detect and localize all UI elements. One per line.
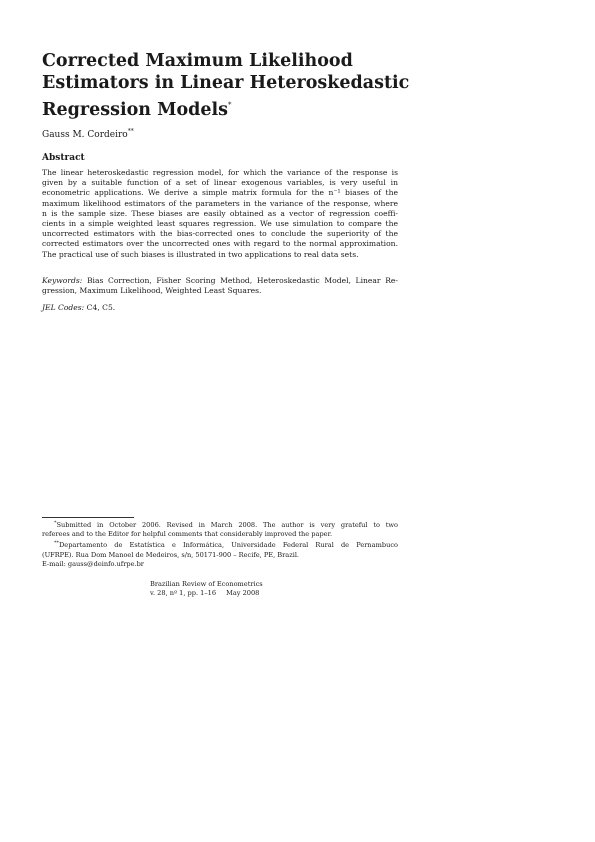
footnotes [42, 519, 398, 569]
keywords-line: Bias Correction, Fisher Scoring Method, Heteroskedastic Model, Linear Re- [86, 276, 398, 285]
journal-date: May 2008 [226, 589, 260, 597]
footnote-email: E-mail: gauss@deinfo.ufrpe.br [42, 559, 144, 568]
abstract-line: maximum likelihood estimators of the parameters in the variance of the response, where [42, 198, 398, 208]
jel-value: C4, C5. [86, 303, 116, 312]
jel-label: JEL Codes: [42, 303, 85, 312]
abstract-heading: Abstract [42, 153, 85, 163]
abstract-line: uncorrected estimators with the bias-corrected ones to conclude the superiority of the [42, 229, 398, 239]
abstract-line: corrected estimators over the uncorrected ones with regard to the normal approximation. [42, 239, 398, 249]
abstract-text [42, 168, 398, 260]
abstract-line: The linear heteroskedastic regression model, for which the variance of the response is [42, 168, 398, 177]
keywords-label: Keywords: [42, 276, 83, 285]
footnote-line: Submitted in October 2006. Revised in March 2008. The author is very grateful to two [56, 521, 398, 529]
footnote-line: (UFRPE). Rua Dom Manoel de Medeiros, s/n, 50171-900 – Recife, PE, Brazil. [42, 550, 300, 559]
footnote-rule [42, 517, 134, 518]
footnote-line: Departamento de Estatística e Informática, Universidade Federal Rural de Pernambuco [59, 541, 398, 550]
footnote-marker: ** [54, 540, 59, 547]
author-name: Gauss M. Cordeiro [42, 130, 128, 140]
title-footnote-marker: * [228, 101, 232, 109]
author-footnote-marker: ** [127, 128, 134, 135]
journal-citation: v. 28, nº 1, pp. 1–16 [150, 589, 217, 597]
abstract-line: given by a suitable function of a set of linear exogenous variables, is very useful in [42, 178, 398, 188]
footnote-line: referees and to the Editor for helpful comments that considerably improved the paper. [42, 530, 333, 539]
keywords-line: gression, Maximum Likelihood, Weighted Least Squares. [42, 286, 262, 296]
abstract-line: The practical use of such biases is illustrated in two applications to real data sets. [42, 249, 359, 259]
journal-info [150, 580, 263, 598]
journal-name: Brazilian Review of Econometrics [150, 580, 263, 588]
abstract-line: econometric applications. We derive a simple matrix formula for the n⁻¹ biases of the [42, 188, 398, 198]
title-line-2: Estimators in Linear Heteroskedastic [42, 73, 410, 93]
keywords [42, 276, 398, 296]
jel-codes [42, 303, 115, 313]
title-line-3: Regression Models [42, 100, 229, 120]
title-line-1: Corrected Maximum Likelihood [42, 51, 353, 71]
footnote-marker: * [54, 520, 57, 526]
paper-title [42, 50, 422, 121]
abstract-line: cients in a simple weighted least squares regression. We use simulation to compare the [42, 219, 398, 229]
author [42, 128, 134, 140]
abstract-line: n is the sample size. These biases are easily obtained as a vector of regression coeffi- [42, 208, 398, 218]
